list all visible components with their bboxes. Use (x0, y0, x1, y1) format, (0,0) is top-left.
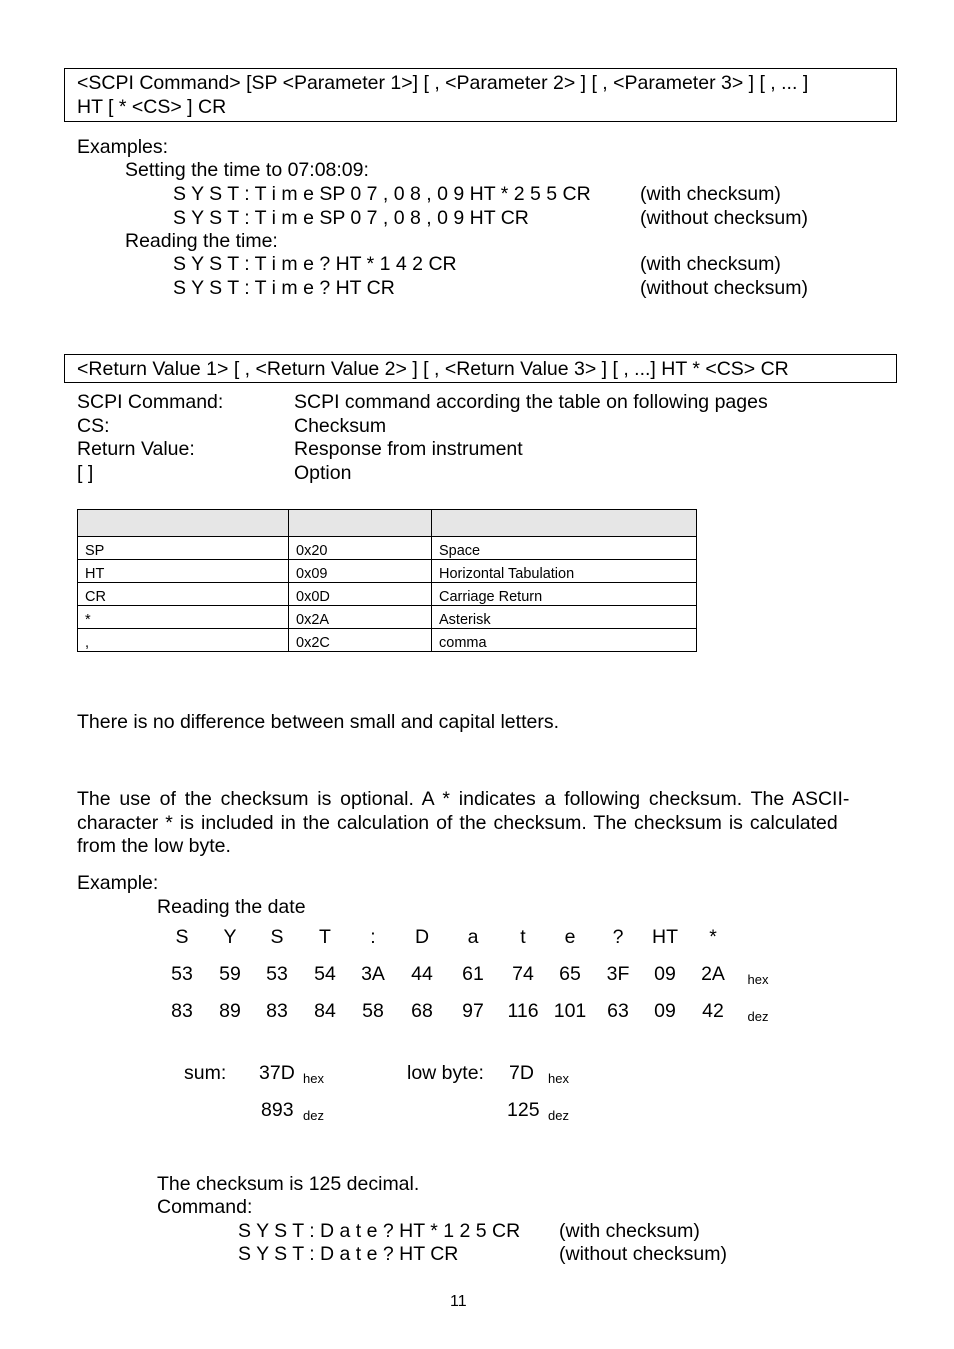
code-cell: 0x0D (289, 583, 432, 606)
meaning-cell: Asterisk (432, 606, 697, 629)
dez-unit: dez (747, 1009, 769, 1024)
dez-cell: 09 (654, 1000, 676, 1022)
meaning-cell: Carriage Return (432, 583, 697, 606)
char-cell: ? (612, 926, 624, 948)
code-cell: 0x09 (289, 560, 432, 583)
sum-hex-value: 37D (259, 1062, 295, 1084)
char-cell: Y (223, 926, 237, 948)
dez-cell: 97 (462, 1000, 484, 1022)
date-command-note: (without checksum) (559, 1243, 727, 1265)
sum-dez-unit: dez (303, 1108, 324, 1123)
hex-cell: 53 (171, 963, 193, 985)
hex-cell: 09 (654, 963, 676, 985)
definition-desc: Checksum (294, 415, 387, 437)
hex-cell: 74 (512, 963, 534, 985)
char-cell: D (414, 926, 430, 948)
definition-desc: Option (294, 462, 352, 484)
definition-desc: SCPI command according the table on following pages (294, 391, 768, 413)
meaning-cell: Space (432, 537, 697, 560)
symbol-cell: * (78, 606, 289, 629)
meaning-cell: Horizontal Tabulation (432, 560, 697, 583)
symbol-cell: CR (78, 583, 289, 606)
checksum-paragraph-line: from the low byte. (77, 835, 231, 857)
example-command: S Y S T : T i m e ? HT * 1 4 2 CR (173, 253, 457, 275)
code-cell: 0x20 (289, 537, 432, 560)
symbol-cell: HT (78, 560, 289, 583)
hex-cell: 3F (606, 963, 630, 985)
char-cell: * (709, 926, 717, 948)
command-label: Command: (157, 1196, 253, 1218)
symbol-cell: SP (78, 537, 289, 560)
low-dez-value: 125 (507, 1099, 540, 1121)
symbol-table (77, 509, 697, 652)
date-command-note: (with checksum) (559, 1220, 700, 1242)
checksum-result: The checksum is 125 decimal. (157, 1173, 420, 1195)
dez-cell: 116 (507, 1000, 539, 1022)
example-command: S Y S T : T i m e SP 0 7 , 0 8 , 0 9 HT * 2 5 5 CR (173, 183, 591, 205)
page-number: 11 (450, 1293, 467, 1310)
char-cell: : (370, 926, 376, 948)
code-cell: 0x2C (289, 629, 432, 652)
command-syntax-line1: <SCPI Command> [SP <Parameter 1>] [ , <Parameter 2> ] [ , <Parameter 3> ] [ , ... ] (77, 72, 809, 94)
dez-cell: 63 (607, 1000, 629, 1022)
table-row (78, 560, 697, 583)
command-syntax-line2: HT [ * <CS> ] CR (77, 96, 227, 118)
table-header-cell (289, 510, 432, 537)
hex-cell: 61 (462, 963, 484, 985)
dez-cell: 84 (314, 1000, 336, 1022)
dez-cell: 83 (266, 1000, 288, 1022)
example-note: (without checksum) (640, 207, 808, 229)
table-header-row (78, 510, 697, 537)
hex-cell: 59 (219, 963, 241, 985)
hex-cell: 65 (559, 963, 581, 985)
dez-cell: 58 (362, 1000, 384, 1022)
examples-heading: Examples: (77, 136, 169, 158)
dez-cell: 42 (702, 1000, 724, 1022)
table-header-cell (78, 510, 289, 537)
definition-term: SCPI Command: (77, 391, 224, 413)
sum-dez-value: 893 (261, 1099, 294, 1121)
low-hex-value: 7D (509, 1062, 534, 1084)
low-hex-unit: hex (548, 1071, 569, 1086)
checksum-paragraph-line: The use of the checksum is optional. A * indicates a following checksum. The ASCII- (77, 788, 850, 810)
hex-unit: hex (747, 972, 769, 987)
hex-cell: 2A (701, 963, 725, 985)
example-note: (with checksum) (640, 183, 781, 205)
setting-time-label: Setting the time to 07:08:09: (125, 159, 369, 181)
return-syntax-line: <Return Value 1> [ , <Return Value 2> ] [ , <Return Value 3> ] [ , ...] HT * <CS> CR (77, 358, 789, 380)
symbol-cell: , (78, 629, 289, 652)
dez-cell: 68 (411, 1000, 433, 1022)
definition-term: Return Value: (77, 438, 195, 460)
table-row (78, 537, 697, 560)
char-cell: e (564, 926, 576, 948)
example-note: (without checksum) (640, 277, 808, 299)
char-cell: t (520, 926, 526, 948)
date-command: S Y S T : D a t e ? HT * 1 2 5 CR (238, 1220, 521, 1242)
sum-hex-unit: hex (303, 1071, 324, 1086)
definition-desc: Response from instrument (294, 438, 523, 460)
example-command: S Y S T : T i m e SP 0 7 , 0 8 , 0 9 HT CR (173, 207, 529, 229)
definition-term: CS: (77, 415, 110, 437)
code-cell: 0x2A (289, 606, 432, 629)
meaning-cell: comma (432, 629, 697, 652)
hex-cell: 3A (361, 963, 385, 985)
dez-cell: 89 (219, 1000, 241, 1022)
definition-term: [ ] (77, 462, 94, 484)
char-cell: HT (652, 926, 678, 948)
case-note: There is no difference between small and capital letters. (77, 711, 559, 733)
char-cell: a (467, 926, 479, 948)
low-dez-unit: dez (548, 1108, 569, 1123)
example-heading: Example: (77, 872, 159, 894)
example-note: (with checksum) (640, 253, 781, 275)
char-cell: T (319, 926, 331, 948)
table-row (78, 583, 697, 606)
table-row (78, 606, 697, 629)
hex-cell: 54 (314, 963, 336, 985)
dez-cell: 101 (553, 1000, 587, 1022)
hex-cell: 44 (411, 963, 433, 985)
example-command: S Y S T : T i m e ? HT CR (173, 277, 395, 299)
char-cell: S (175, 926, 189, 948)
reading-time-label: Reading the time: (125, 230, 278, 252)
table-row (78, 629, 697, 652)
sum-label: sum: (184, 1062, 227, 1084)
low-byte-label: low byte: (407, 1062, 484, 1084)
hex-cell: 53 (266, 963, 288, 985)
table-header-cell (432, 510, 697, 537)
dez-cell: 83 (171, 1000, 193, 1022)
checksum-paragraph-line: character * is included in the calculation of the checksum. The checksum is calculated (77, 812, 838, 834)
reading-date-label: Reading the date (157, 896, 306, 918)
date-command: S Y S T : D a t e ? HT CR (238, 1243, 459, 1265)
char-cell: S (270, 926, 284, 948)
